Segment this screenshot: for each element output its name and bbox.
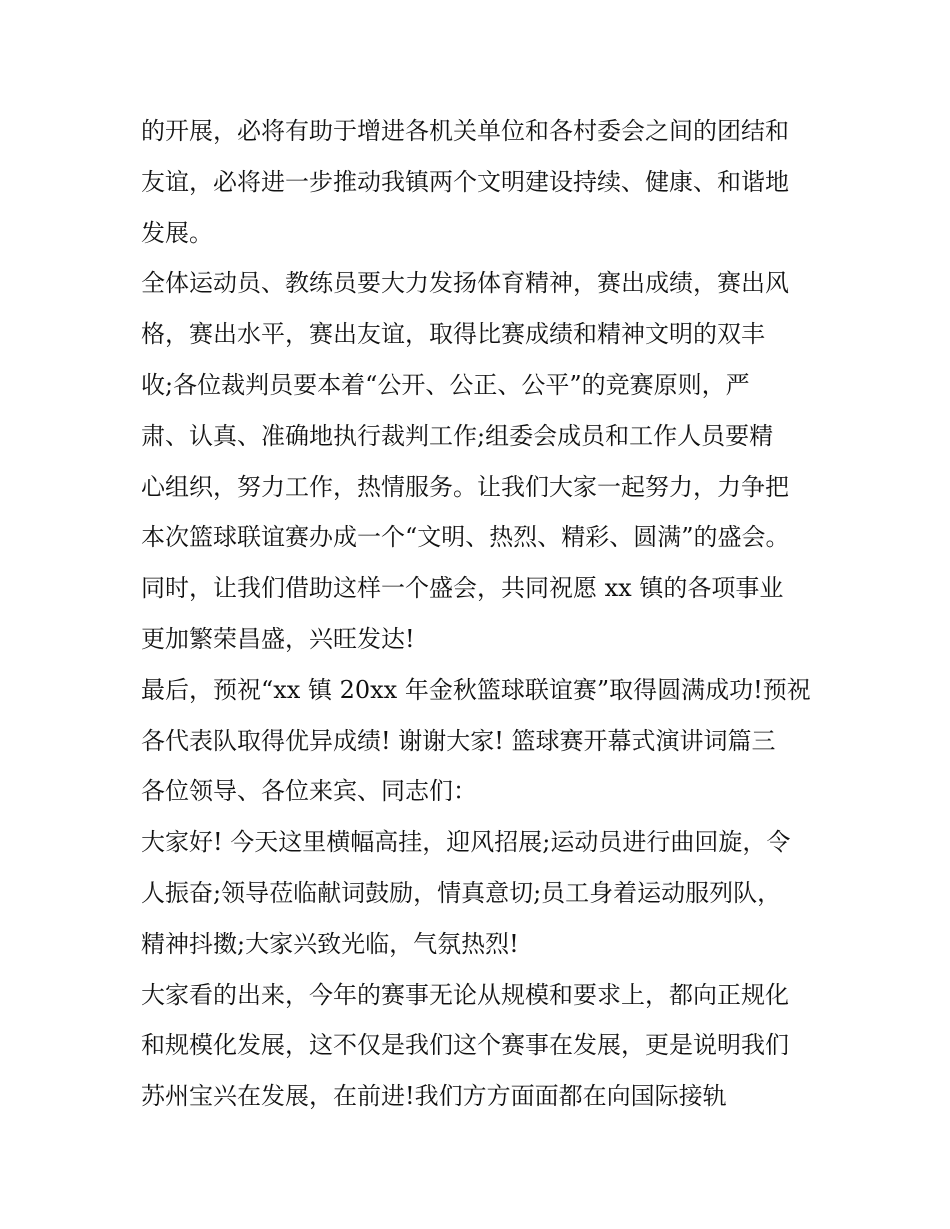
text-line: 更加繁荣昌盛，兴旺发达! <box>141 624 415 653</box>
text-line: 精神抖擞;大家兴致光临，气氛热烈! <box>141 929 519 958</box>
text-line: 发展。 <box>141 218 213 247</box>
text-line: 人振奋;领导莅临献词鼓励，情真意切;员工身着运动服列队， <box>141 878 782 907</box>
text-line: 大家好! 今天这里横幅高挂，迎风招展;运动员进行曲回旋，令 <box>141 828 791 857</box>
text-line: 和规模化发展，这不仅是我们这个赛事在发展，更是说明我们 <box>141 1031 789 1060</box>
text-line: 各代表队取得优异成绩! 谢谢大家! 篮球赛开幕式演讲词篇三 <box>141 726 776 755</box>
text-line: 苏州宝兴在发展，在前进!我们方方面面都在向国际接轨 <box>141 1082 727 1111</box>
text-line: 本次篮球联谊赛办成一个“文明、热烈、精彩、圆满”的盛会。 <box>141 523 790 552</box>
text-line: 友谊，必将进一步推动我镇两个文明建设持续、健康、和谐地 <box>141 167 789 196</box>
text-line: 的开展，必将有助于增进各机关单位和各村委会之间的团结和 <box>141 117 789 145</box>
text-line: 同时，让我们借助这样一个盛会，共同祝愿 xx 镇的各项事业 <box>141 574 784 603</box>
body-text <box>141 106 821 1122</box>
text-line: 最后，预祝“xx 镇 20xx 年金秋篮球联谊赛”取得圆满成功!预祝 <box>141 675 811 704</box>
text-line: 全体运动员、教练员要大力发扬体育精神，赛出成绩，赛出风 <box>141 269 789 298</box>
text-line: 肃、认真、准确地执行裁判工作;组委会成员和工作人员要精 <box>141 421 774 450</box>
text-line: 各位领导、各位来宾、同志们： <box>141 777 477 806</box>
text-line: 大家看的出来，今年的赛事无论从规模和要求上，都向正规化 <box>141 980 789 1009</box>
text-line: 格，赛出水平，赛出友谊，取得比赛成绩和精神文明的双丰 <box>141 320 765 349</box>
text-line: 心组织，努力工作，热情服务。让我们大家一起努力，力争把 <box>141 472 789 501</box>
text-line: 收;各位裁判员要本着“公开、公正、公平”的竞赛原则，严 <box>141 370 750 399</box>
